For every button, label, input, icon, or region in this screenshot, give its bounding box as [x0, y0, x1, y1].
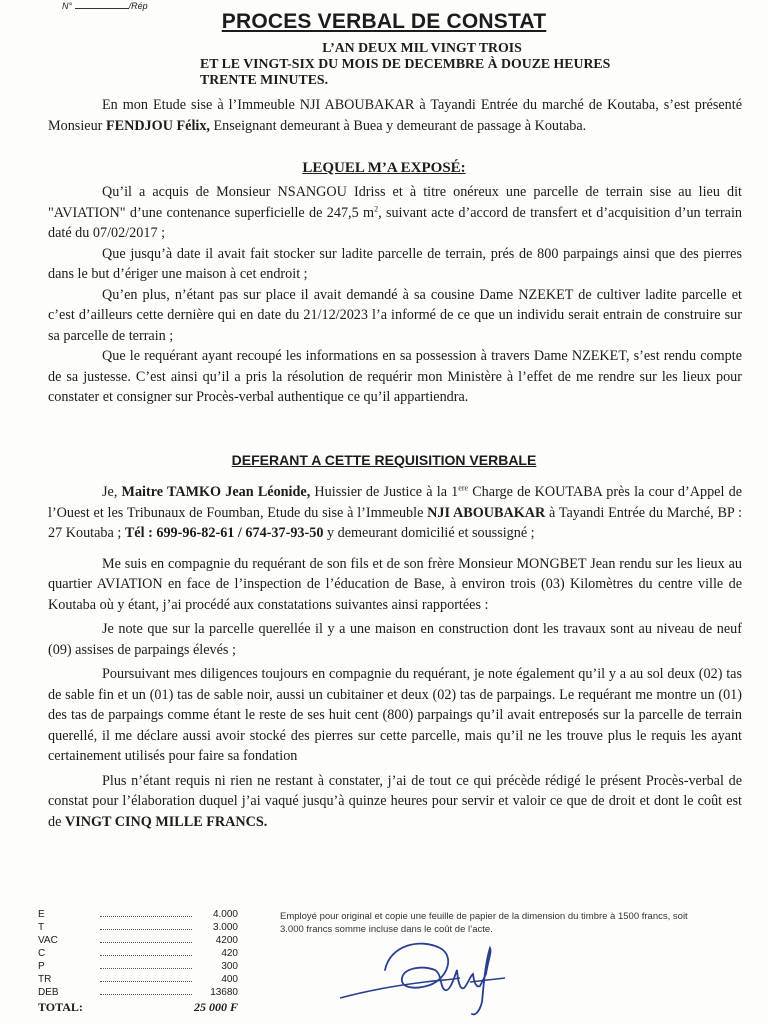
- cost-row: [38, 934, 238, 947]
- reference-suffix: /Rép: [128, 1, 148, 11]
- expose-paragraph-2: Que jusqu’à date il avait fait stocker sur ladite parcelle de terrain, prés de 800 parpaings ainsi que des pierres dans le but d’ériger une maison à cet endroit ;: [48, 245, 742, 282]
- cost-label: E: [38, 909, 45, 920]
- cost-row: [38, 947, 238, 960]
- total-cost-words: VINGT CINQ MILLE FRANCS.: [64, 813, 268, 830]
- intro-paragraph: [48, 95, 742, 136]
- cost-leader: [100, 934, 192, 943]
- cost-value: 300: [221, 961, 238, 972]
- cost-label: VAC: [38, 935, 58, 946]
- section-expose-body: [48, 182, 742, 408]
- req-p1-text-d: à Tayandi Entrée du Marché, BP : 27 Koutaba ;: [48, 504, 742, 541]
- requisition-paragraph-1: [48, 482, 742, 544]
- applicant-name: FENDJOU Félix,: [105, 117, 210, 134]
- cost-leader: [100, 921, 192, 930]
- cost-label: C: [38, 948, 46, 959]
- date-line-time: TRENTE MINUTES.: [200, 72, 329, 87]
- expose-p1-text-b: , suivant acte d’accord de transfert et d’acquisition d’un terrain daté du 07/02/2017 ;: [48, 204, 742, 241]
- intro-paragraph-block: [48, 95, 742, 136]
- cost-value: 4200: [215, 935, 238, 946]
- req-p1-text-b: Huissier de Justice à la 1: [310, 484, 459, 500]
- document-title: PROCES VERBAL DE CONSTAT: [221, 10, 547, 33]
- reference-blank: [75, 1, 129, 9]
- req-p1-superscript: ere: [458, 483, 469, 493]
- requisition-paragraph-4: Poursuivant mes diligences toujours en compagnie du requérant, je note également qu’il y a au sol deux (02) tas de sable fin et un (01) tas de sable noir, aussi un cubitainer et deux (02) tas de parpaings. Le requérant me montre un (01) des tas de parpaings comme étant le reste de ses huit cent (800) parpaings qu’il avait entreposés sur la parcelle de terrain querellé, il me déclare aussi avoir stocké des pierres sur cette parcelle, mais qu’il ne les trouve plus le requis les ayant certainement utilisés pour faire sa fondation: [48, 666, 742, 764]
- requisition-paragraph-5: [48, 771, 742, 833]
- expose-p1-superscript: 2: [374, 203, 379, 213]
- cost-row: [38, 908, 238, 921]
- total-label: TOTAL:: [38, 1000, 83, 1014]
- expose-paragraph-3: Qu’en plus, n’étant pas sur place il avait demandé à sa cousine Dame NZEKET de cultiver ladite parcelle et c’est d’ailleurs cette dernière qui en date du 21/12/2023 l’a informé de ce que un individu serait entrain de construire sur sa parcelle de terrain ;: [48, 286, 742, 344]
- cost-row: [38, 973, 238, 986]
- cost-breakdown-table: [38, 908, 238, 1015]
- req-p5-text-a: Plus n’étant requis ni rien ne restant à constater, j’ai de tout ce qui précède rédigé le présent Procès-verbal de constat pour l’élaboration duquel j’ai vaqué jusqu’à quinze heures pour servir et valoir ce que de droit et dont le coût est de: [48, 772, 742, 830]
- cost-leader: [100, 908, 192, 917]
- cost-value: 420: [221, 948, 238, 959]
- signature-icon: [330, 930, 530, 1020]
- cost-value: 3.000: [212, 922, 238, 933]
- stamp-footnote: Employé pour original et copie une feuille de papier de la dimension du timbre à 1500 francs, soit 3.000 francs somme incluse dans le coût de l’acte.: [280, 911, 688, 935]
- section-heading-requisition: DEFERANT A CETTE REQUISITION VERBALE: [231, 452, 537, 468]
- date-block: [200, 40, 745, 88]
- requisition-paragraph-3: Je note que sur la parcelle querellée il y a une maison en construction dont les travaux sont au niveau de neuf (09) assises de parpaings élevés ;: [48, 621, 742, 658]
- expose-p1-text-a: Qu’il a acquis de Monsieur NSANGOU Idriss et à titre onéreux une parcelle de terrain sise au lieu dit "AVIATION" d’une contenance superficielle de 247,5 m: [48, 184, 742, 221]
- intro-text-a: En mon Etude sise à l’Immeuble NJI ABOUBAKAR à Tayandi Entrée du marché de Koutaba, s’est présenté Monsieur: [48, 97, 742, 134]
- cost-row: [38, 960, 238, 973]
- cost-label: P: [38, 961, 45, 972]
- cost-label: DEB: [38, 987, 59, 998]
- cost-value: 13680: [210, 987, 238, 998]
- cost-leader: [100, 986, 192, 995]
- section-requisition-body: [48, 482, 742, 832]
- cost-row: [38, 921, 238, 934]
- expose-paragraph-1: [48, 182, 742, 244]
- cost-leader: [100, 973, 192, 982]
- cost-label: T: [38, 922, 45, 933]
- date-line-day: ET LE VINGT-SIX DU MOIS DE DECEMBRE À DOUZE HEURES: [200, 56, 611, 71]
- bailiff-name: Maitre TAMKO Jean Léonide,: [121, 484, 311, 500]
- telephone-numbers: Tél : 699-96-82-61 / 674-37-93-50: [124, 525, 324, 541]
- requisition-paragraph-2: Me suis en compagnie du requérant de son fils et de son frère Monsieur MONGBET Jean rendu sur les lieux au quartier AVIATION en face de l’inspection de l’éducation de Base, à environ trois (03) Kilomètres du centre ville de Koutaba où y étant, j’ai procédé aux constatations suivantes ainsi rapportées :: [48, 555, 742, 613]
- intro-text-b: Enseignant demeurant à Buea y demeurant de passage à Koutaba.: [209, 117, 587, 134]
- req-p1-text-a: Je,: [102, 484, 122, 500]
- cost-label: TR: [38, 974, 52, 985]
- total-value: 25 000 F: [193, 1000, 238, 1014]
- expose-paragraph-4: Que le requérant ayant recoupé les informations en sa possession à travers Dame NZEKET, s’est rendu compte de sa justesse. C’est ainsi qu’il a pris la résolution de requérir mon Ministère à l’effet de me rendre sur les lieux pour constater et consigner sur Procès-verbal authentique ce qu’il appartiendra.: [48, 348, 742, 405]
- cost-value: 4.000: [212, 909, 238, 920]
- cost-value: 400: [221, 974, 238, 985]
- building-name: NJI ABOUBAKAR: [427, 504, 546, 521]
- cost-row: [38, 986, 238, 999]
- section-heading-expose: LEQUEL M’A EXPOSÉ:: [302, 160, 466, 176]
- cost-total-row: [38, 999, 238, 1015]
- cost-leader: [100, 960, 192, 969]
- req-p1-text-c: Charge de KOUTABA près la cour d’Appel de l’Ouest et les Tribunaux de Foumban, Etude du sise à l’Immeuble: [48, 484, 742, 521]
- cost-leader: [100, 947, 192, 956]
- reference-prefix: N°: [62, 1, 73, 11]
- date-line-year: L’AN DEUX MIL VINGT TROIS: [322, 40, 522, 55]
- req-p1-text-e: y demeurant domicilié et soussigné ;: [323, 525, 535, 541]
